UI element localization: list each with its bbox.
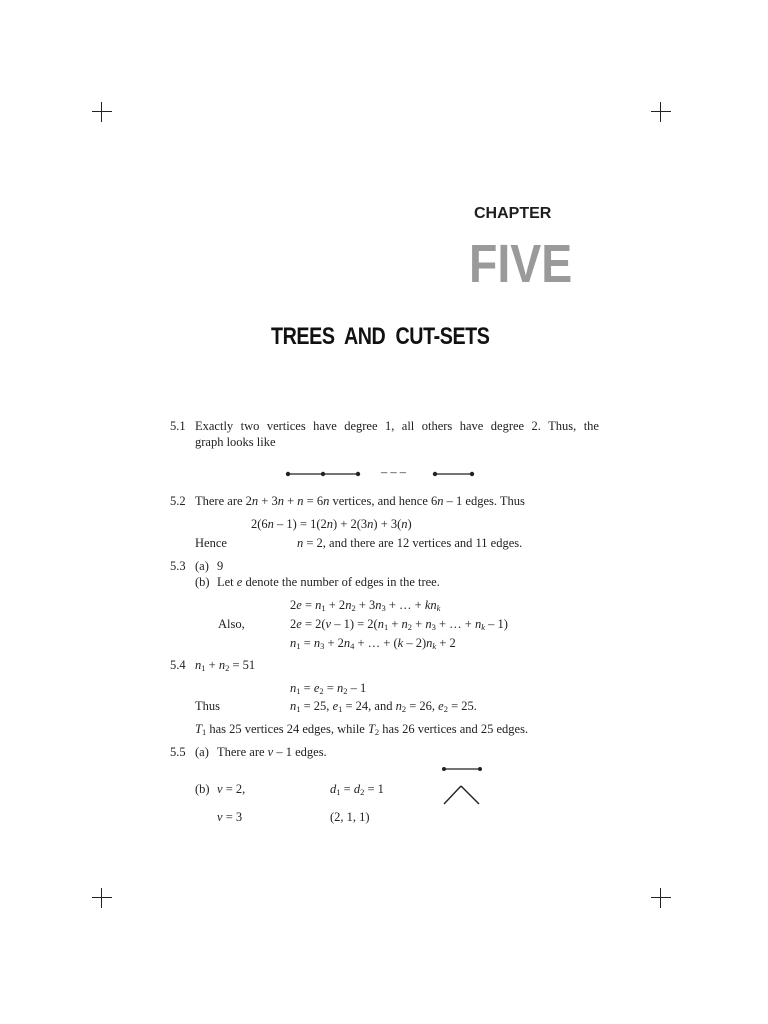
part-b-label-5-5: (b) — [195, 782, 210, 796]
crop-mark-bottom-right — [651, 888, 671, 908]
problem-5-1-line-1: Exactly two vertices have degree 1, all others have degree 2. Thus, the — [195, 419, 599, 433]
hence-label: Hence — [195, 536, 227, 550]
chapter-label: CHAPTER — [474, 205, 552, 222]
equation-5-4-values: $n_1 = 25$, $e_1 = 24$, and $n_2 = 26$, $e_2 = 25$. — [290, 699, 477, 714]
problem-5-5a-text: There are v – 1 edges. — [217, 745, 327, 759]
equation-5-3-leaves: $n_1 = n_3 + 2n_4$ + … + $(k - 2)n_k + 2$ — [290, 636, 456, 651]
degrees-v-equals-2: $d_1 = d_2 = 1$ — [330, 782, 384, 797]
problem-number-5-3: 5.3 — [170, 559, 186, 573]
problem-5-2-result: n = 2, and there are 12 vertices and 11 edges. — [297, 536, 523, 550]
chapter-number: FIVE — [469, 234, 573, 294]
chapter-title: TREES AND CUT-SETS — [271, 323, 490, 350]
path-graph-figure — [280, 466, 480, 482]
crop-mark-top-right — [651, 102, 671, 122]
thus-label: Thus — [195, 699, 220, 713]
part-a-label-5-5: (a) — [195, 745, 209, 759]
crop-mark-bottom-left — [92, 888, 112, 908]
problem-number-5-1: 5.1 — [170, 419, 186, 433]
problem-number-5-5: 5.5 — [170, 745, 186, 759]
small-trees-figure — [438, 762, 490, 812]
equation-5-2-degree-sum: 2(6n – 1) = 1(2n) + 2(3n) + 3(n) — [251, 517, 412, 531]
problem-number-5-4: 5.4 — [170, 658, 186, 672]
problem-5-3b-text: Let e denote the number of edges in the tree. — [217, 575, 440, 589]
problem-number-5-2: 5.2 — [170, 494, 186, 508]
equation-5-4-sum: $n_1 + n_2 = 51$ — [195, 658, 256, 673]
degrees-v-equals-3: (2, 1, 1) — [330, 810, 370, 824]
part-a-answer: 9 — [217, 559, 224, 573]
equation-5-4-relation: $n_1 = e_2 = n_2 - 1$ — [290, 681, 367, 696]
part-a-label: (a) — [195, 559, 209, 573]
equation-5-3-degree-sum: $2e = n_1 + 2n_2 + 3n_3$ + … + $kn_k$ — [290, 598, 441, 613]
problem-5-2-line-1: There are 2n + 3n + n = 6n vertices, and hence 6n – 1 edges. Thus — [195, 494, 525, 508]
also-label: Also, — [218, 617, 245, 631]
equation-5-3-edge-count: $2e = 2(v - 1) = 2(n_1 + n_2 + n_3$ + … + $n_k - 1$) — [290, 617, 508, 632]
case-v-equals-2: v = 2, — [217, 782, 246, 796]
part-b-label: (b) — [195, 575, 210, 589]
path-graph-ellipsis: – – – — [381, 465, 406, 479]
crop-mark-top-left — [92, 102, 112, 122]
case-v-equals-3: v = 3 — [217, 810, 243, 824]
problem-5-4-conclusion: $T_1$ has 25 vertices 24 edges, while $T_2$ has 26 vertices and 25 edges. — [195, 722, 529, 737]
problem-5-1-line-2: graph looks like — [195, 435, 276, 449]
